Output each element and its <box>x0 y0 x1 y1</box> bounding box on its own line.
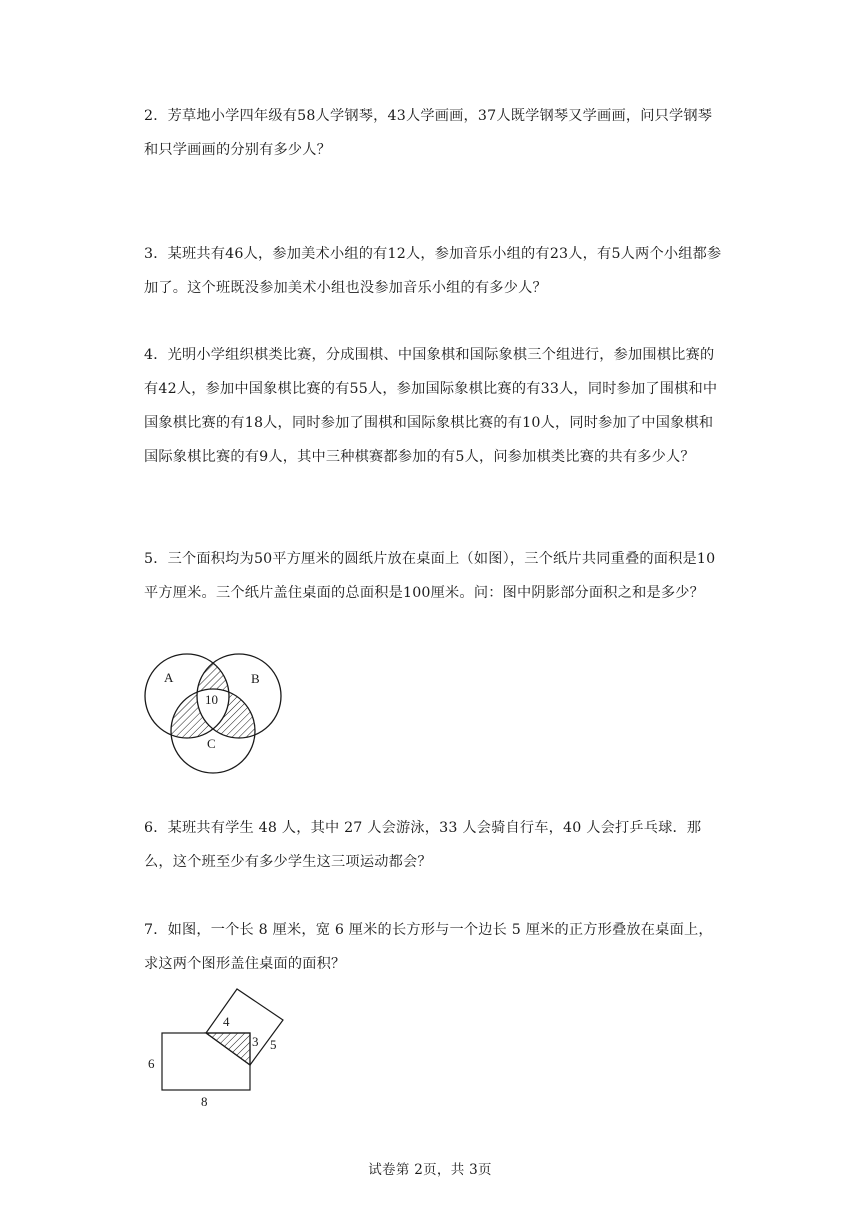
label-c: C <box>207 736 216 751</box>
question-5: 5．三个面积均为50平方厘米的圆纸片放在桌面上（如图），三个纸片共同重叠的面积是10平方厘米。三个纸片盖住桌面的总面积是100厘米。问：图中阴影部分面积之和是多少？ <box>144 551 716 601</box>
question-3: 3．某班共有46人，参加美术小组的有12人，参加音乐小组的有23人，有5人两个小组都参加了。这个班既没参加美术小组也没参加音乐小组的有多少人？ <box>144 246 722 296</box>
rectangle-square-figure <box>140 982 300 1112</box>
question-6: 6．某班共有学生 48 人，其中 27 人会游泳，33 人会骑自行车，40 人会打乒乓球．那么，这个班至少有多少学生这三项运动都会？ <box>144 820 702 870</box>
question-7: 7．如图，一个长 8 厘米，宽 6 厘米的长方形与一个边长 5 厘米的正方形叠放在桌面上，求这两个图形盖住桌面的面积？ <box>144 922 713 972</box>
label-overlap-top: 4 <box>223 1014 230 1029</box>
venn-diagram-figure <box>140 638 290 778</box>
label-a: A <box>164 670 174 685</box>
label-rect-width: 8 <box>201 1094 208 1109</box>
question-2: 2．芳草地小学四年级有58人学钢琴，43人学画画，37人既学钢琴又学画画，问只学钢琴和只学画画的分别有多少人？ <box>144 108 713 158</box>
page-footer: 试卷第 2页，共 3页 <box>368 1162 492 1178</box>
label-square-side: 5 <box>270 1037 277 1052</box>
label-overlap-side: 3 <box>252 1034 259 1049</box>
question-4: 4．光明小学组织棋类比赛，分成围棋、中国象棋和国际象棋三个组进行，参加围棋比赛的有42人，参加中国象棋比赛的有55人，参加国际象棋比赛的有33人，同时参加了围棋和中国象棋比赛的有18人，同时参加了围棋和国际象棋比赛的有10人，同时参加了中国象棋和国际象棋比赛的有9人，其中三种棋赛都参加的有5人，问参加棋类比赛的共有多少人？ <box>144 347 718 465</box>
label-b: B <box>251 671 260 686</box>
label-center: 10 <box>205 692 218 707</box>
label-rect-height: 6 <box>148 1056 155 1071</box>
